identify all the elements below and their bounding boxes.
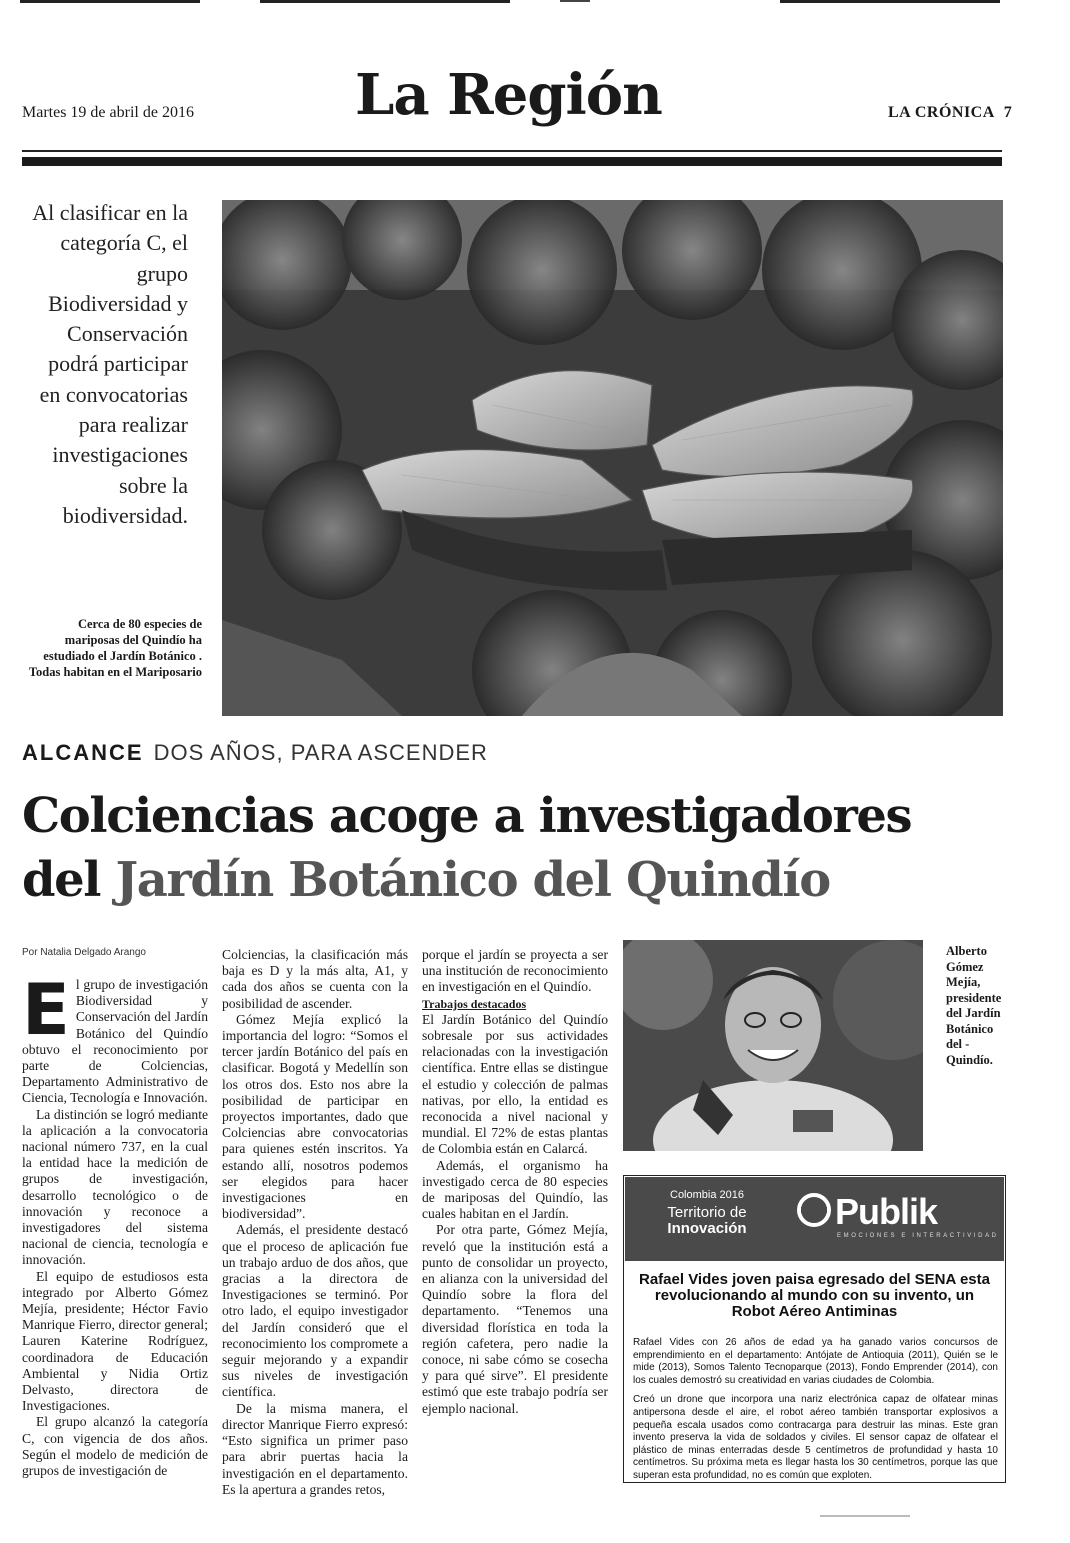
kicker bbox=[22, 740, 488, 766]
butterfly-house-image bbox=[222, 200, 1003, 716]
byline: Por Natalia Delgado Arango bbox=[22, 947, 146, 958]
paragraph: Además, el presidente destacó que el proceso de aplicación fue un trabajo arduo de dos años, que gracias a la directora de Investigaciones se terminó. Por otro lado, el equipo investigador del Jardín consideró que el reconocimiento los compromete a seguir mejorando y a expandir sus niveles de investigación científica. bbox=[222, 1222, 408, 1400]
paragraph: El Jardín Botánico del Quindío sobresale por sus actividades relacionadas con la investigación científica. Entre ellas se distingue el estudio y colección de palmas nativas, por ello, la entidad es reconocida a nivel nacional y mundial. El 72% de estas plantas de Colombia están en Calarcá. bbox=[422, 1011, 608, 1157]
ad-paragraph: Rafael Vides con 26 años de edad ya ha ganado varios concursos de emprendimiento en el departamento: Antójate de Antioquia (2011), Quién se le mide (2013), Somos Talento Tecnoparque (2013), Fondo Emprender (2014), con los cuales demostró su creatividad en varias ciudades de Colombia. bbox=[633, 1337, 998, 1386]
paragraph-text: l grupo de investigación Biodiversidad y Conservación del Jardín Botánico del Quindío obtuvo el reconocimiento por parte de Colciencias, Departamento Administrativo de Ciencia, Tecnología e Innovación. bbox=[22, 977, 208, 1106]
paragraph: Colciencias, la clasificación más baja es D y la más alta, A1, y cada dos años se cuenta con la posibilidad de ascender. bbox=[222, 947, 408, 1011]
drop-cap: E bbox=[22, 969, 70, 1051]
header-rule-thin bbox=[22, 150, 1002, 152]
kicker-label: ALCANCE bbox=[22, 740, 144, 765]
newspaper-title: LA CRÓNICA bbox=[888, 104, 995, 121]
ad-title: Rafael Vides joven paisa egresado del SENA esta revolucionando al mundo con su invento, un Robot Aéreo Antiminas bbox=[639, 1271, 990, 1320]
headline-line-1: Colciencias acoge a investigadores bbox=[22, 788, 912, 844]
ad-text bbox=[633, 1337, 998, 1490]
section-title: La Región bbox=[355, 62, 662, 128]
paragraph: El equipo de estudiosos esta integrado por Alberto Gómez Mejía, presidente; Héctor Favio Manrique Fierro, director general; Lauren Katerine Rodríguez, coordinadora de Educación Ambiental y Nidia Ortiz Delvasto, directora de Investigaciones. bbox=[22, 1268, 208, 1414]
portrait-image bbox=[623, 940, 923, 1151]
paragraph: porque el jardín se proyecta a ser una institución de reconocimiento en investigación en el Quindío. bbox=[422, 947, 608, 995]
ad-banner-line-2: Territorio de bbox=[667, 1204, 747, 1221]
ad-paragraph: Creó un drone que incorpora una nariz electrónica capaz de olfatear minas antipersona desde el aire, el robot aéreo también transportar explosivos a pequeña escala usados como contracarga para destruir las minas. Este gran invento preserva la vida de soldados y civiles. El sensor capaz de olfatear el plástico de minas enterradas desde 5 centímetros de profundidad y hasta 10 centímetros. Su próxima meta es llegar hasta los 30 centímetros, porque las que superan esta profundidad, no es común que exploten. bbox=[633, 1394, 998, 1481]
issue-date: Martes 19 de abril de 2016 bbox=[22, 104, 194, 121]
subheading: Trabajos destacados bbox=[422, 996, 527, 1011]
paragraph: Además, el organismo ha investigado cerca de 80 especies de mariposas del Quindío, las cuales habitan en el Jardín. bbox=[422, 1157, 608, 1222]
paragraph: Gómez Mejía explicó la importancia del logro: “Somos el tercer jardín Botánico del país en clasificar. Bogotá y Medellín son los otros dos. Esto nos abre la posibilidad de participar en proyectos importantes, dado que Colciencias abre convocatorias para quienes estén inscritos. Ya estando allí, nosotros podemos ser elegidos para hacer investigaciones en biodiversidad”. bbox=[222, 1011, 408, 1222]
ad-banner-line-3: Innovación bbox=[667, 1220, 747, 1237]
headline-line-2 bbox=[22, 848, 1012, 912]
headline bbox=[22, 784, 1012, 912]
butterfly-house-photo bbox=[222, 200, 1003, 716]
ad-banner-line-1: Colombia 2016 bbox=[670, 1189, 744, 1201]
portrait-caption: Alberto Gómez Mejía, presidente del Jardín Botánico del - Quindío. bbox=[946, 944, 1002, 1067]
portrait-photo bbox=[623, 940, 923, 1151]
ad-brand-tagline: EMOCIONES E INTERACTIVIDAD bbox=[837, 1233, 999, 1239]
headline-highlight: Jardín Botánico del Quindío bbox=[115, 852, 830, 908]
paragraph: Por otra parte, Gómez Mejía, reveló que la institución está a punto de consolidar un proyecto, en alianza con la universidad del Quindío sobre la flora del departamento. “Tenemos una diversidad florística en toda la región cafetera, pero nadie la conoce, ni sabe cómo se cosecha y para qué sirve”. El presidente estimó que este trabajo podría ser ejemplo nacional. bbox=[422, 1222, 608, 1416]
kicker-text: DOS AÑOS, PARA ASCENDER bbox=[153, 740, 488, 765]
scan-mark bbox=[820, 1515, 910, 1517]
paragraph: La distinción se logró mediante la aplicación a la convocatoria nacional número 737, en la cual la entidad hace la medición de grupos de investigación, desarrollo tecnológico o de innovación y reconoce a investigadores del sistema nacional de ciencia, tecnología e innovación. bbox=[22, 1106, 208, 1268]
headline-prefix: del bbox=[22, 852, 101, 908]
paragraph bbox=[22, 969, 208, 1107]
page-number: 7 bbox=[1003, 104, 1013, 121]
article-column-3 bbox=[422, 947, 608, 1417]
paragraph: El grupo alcanzó la categoría C, con vigencia de dos años. Según el modelo de medición de grupos de investigación de bbox=[22, 1414, 208, 1479]
ad-banner bbox=[625, 1177, 1004, 1261]
pull-quote: Al clasificar en la categoría C, el grupo Biodiversidad y Conservación podrá participar en convocatorias para realizar investigaciones sobre la biodiversidad. bbox=[32, 200, 188, 528]
photo-caption: Cerca de 80 especies de mariposas del Quindío ha estudiado el Jardín Botánico . Todas habitan en el Mariposario bbox=[28, 617, 202, 679]
scan-edge-artifact bbox=[0, 0, 1070, 6]
article-column-2 bbox=[222, 947, 408, 1498]
article-column-1 bbox=[22, 969, 208, 1479]
paragraph: De la misma manera, el director Manrique Fierro expresó: “Esto significa un primer paso para abrir puertas hacia la investigación en el departamento. Es la apertura a grandes retos, bbox=[222, 1400, 408, 1497]
publik-logo-icon bbox=[797, 1193, 831, 1227]
ad-brand: Publik bbox=[835, 1191, 938, 1232]
header-rule-thick bbox=[22, 157, 1002, 166]
newspaper-name bbox=[888, 104, 1012, 122]
